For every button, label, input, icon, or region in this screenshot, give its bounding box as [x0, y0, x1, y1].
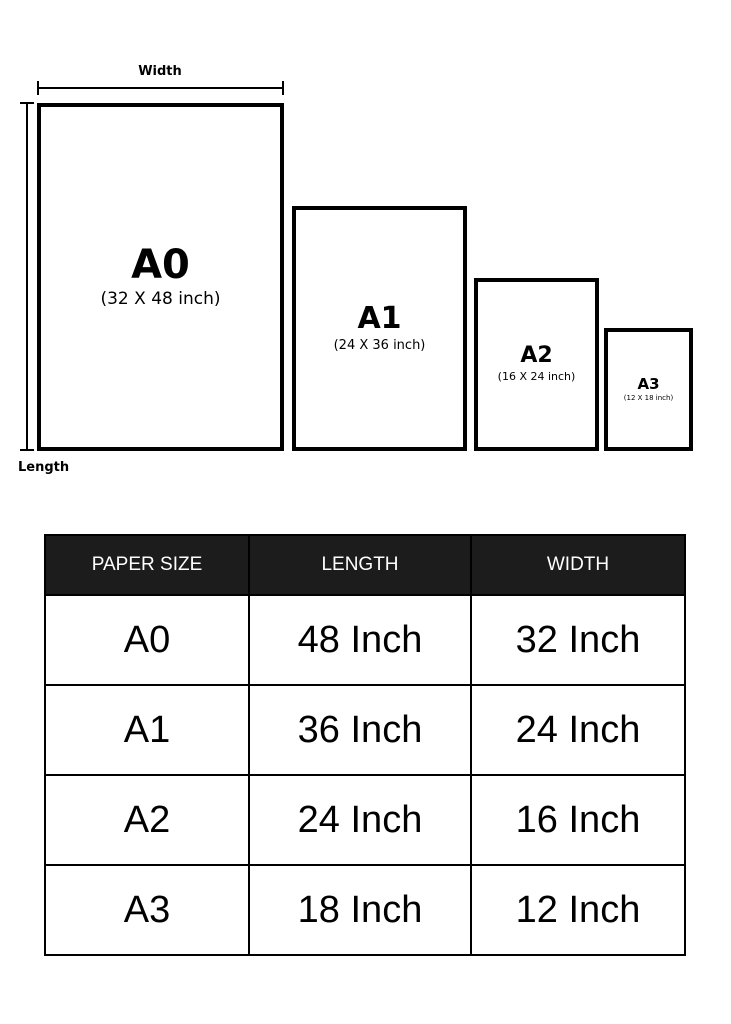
cell-paper-size: A2 — [45, 775, 249, 865]
cell-paper-size: A0 — [45, 595, 249, 685]
paper-a3-dims: (12 X 18 inch) — [623, 393, 674, 402]
paper-a3 — [604, 328, 693, 451]
paper-a1 — [292, 206, 467, 451]
paper-a2-name: A2 — [520, 343, 553, 369]
table-row — [45, 685, 685, 775]
paper-a1-name: A1 — [357, 300, 402, 336]
paper-a2-dims: (16 X 24 inch) — [497, 370, 576, 384]
cell-length: 48 Inch — [249, 595, 471, 685]
length-dimension-tick-top — [20, 102, 34, 104]
width-label: Width — [138, 64, 182, 79]
table-row — [45, 865, 685, 955]
width-dimension-tick-left — [37, 81, 39, 95]
cell-paper-size: A1 — [45, 685, 249, 775]
paper-a0-dims: (32 X 48 inch) — [100, 288, 221, 309]
paper-a2 — [474, 278, 599, 451]
cell-paper-size: A3 — [45, 865, 249, 955]
cell-length: 36 Inch — [249, 685, 471, 775]
length-dimension-line — [26, 103, 28, 451]
table-header-row — [45, 535, 685, 595]
paper-a3-name: A3 — [637, 374, 660, 393]
cell-width: 12 Inch — [471, 865, 685, 955]
paper-a0 — [37, 103, 284, 451]
header-paper-size: PAPER SIZE — [45, 535, 249, 595]
header-length: LENGTH — [249, 535, 471, 595]
table-row — [45, 595, 685, 685]
paper-a0-name: A0 — [131, 241, 190, 288]
paper-size-table — [44, 534, 686, 956]
length-label: Length — [18, 460, 70, 475]
paper-a1-dims: (24 X 36 inch) — [333, 337, 426, 353]
header-width: WIDTH — [471, 535, 685, 595]
width-dimension-tick-right — [282, 81, 284, 95]
cell-length: 18 Inch — [249, 865, 471, 955]
cell-width: 16 Inch — [471, 775, 685, 865]
table-row — [45, 775, 685, 865]
cell-width: 32 Inch — [471, 595, 685, 685]
width-dimension-line — [38, 87, 284, 89]
length-dimension-tick-bottom — [20, 449, 34, 451]
cell-length: 24 Inch — [249, 775, 471, 865]
cell-width: 24 Inch — [471, 685, 685, 775]
